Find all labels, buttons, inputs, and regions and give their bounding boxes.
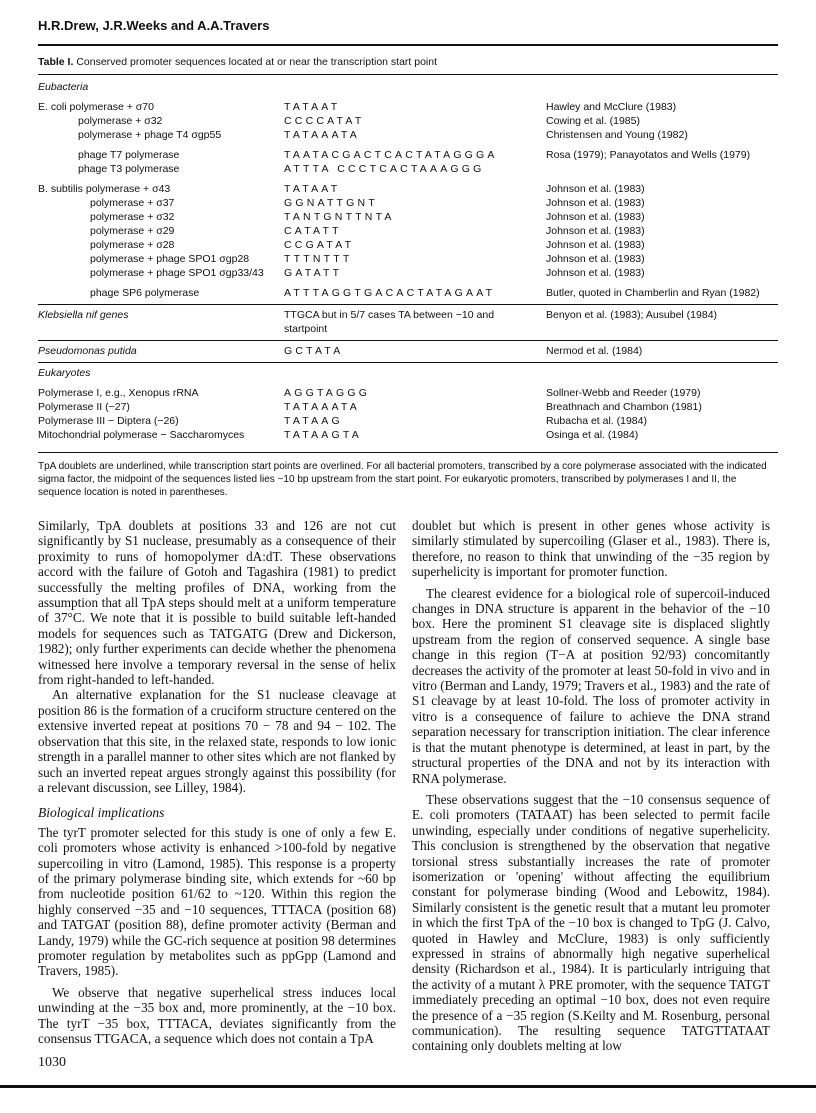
table-row: phage T3 polymerase ATTTA CCCTCACTAAAGGG xyxy=(78,163,485,175)
paragraph: An alternative explanation for the S1 nuclease cleavage at position 86 is the formation of a cruciform structure centered on the extensive inverted repeat at positions 70 − 78 and 94 − 102. The observation that this site, in the relaxed state, responds to low ionic strength in a parallel manner to other sites which are not flanked by such an inverted repeat argues strongly against this possibility (for a relevant discussion, see Lilley, 1984). xyxy=(38,687,396,795)
right-column xyxy=(412,518,770,1054)
table-row: polymerase + phage T4 σgp55 TATAAATA Christensen and Young (1982) xyxy=(78,129,688,141)
paragraph: The tyrT promoter selected for this study is one of only a few E. coli promoters whose activity is enhanced >100-fold by negative supercoiling in vitro (Lamond, 1985). This response is a property of the primary polymerase binding site, which extends for ~60 bp from nucleotide position 61/62 to ~120. Within this region the highly conserved −35 and −10 sequences, TTTACA (position 68) and TATGAT (position 88), define promoter activity (Berman and Landy, 1979) while the GC-rich sequence at position 98 determines promoter regulation by metabolites such as ppGpp (Lamond and Travers, 1985). xyxy=(38,824,396,979)
table-row: Klebsiella nif genes TTGCA but in 5/7 cases TA between −10 and startpoint Benyon et al. (1983); Ausubel (1984) xyxy=(38,309,718,335)
table-divider xyxy=(38,304,778,305)
table-row: polymerase + σ32 TANTGNTTNTA Johnson et al. (1983) xyxy=(90,211,645,223)
table-row: polymerase + σ29 CATATT Johnson et al. (1983) xyxy=(90,225,645,237)
table-row: phage T7 polymerase TAATACGACTCACTATAGGGA Rosa (1979); Panayotatos and Wells (1979) xyxy=(78,149,751,161)
table-row: E. coli polymerase + σ70 TATAAT Hawley and McClure (1983) xyxy=(38,101,677,113)
table-divider xyxy=(38,362,778,363)
paragraph: These observations suggest that the −10 consensus sequence of E. coli promoters (TATAAT) has been selected to permit facile unwinding, especially under conditions of negative superhelicity. This conclusion is strengthened by the observation that negative torsional stress substantially increases the rate of promoter isomerization or 'opening' without affecting the equilibrium constant for polymerase binding (Wood and Lebowitz, 1984). Similarly consistent is the genetic result that a mutant leu promoter in which the first TpA of the −10 box is changed to TpG (J. Calvo, quoted in Hawley and McClure, 1983) is only sufficiently expressed in strains of abnormally high negative superhelical density (Richardson et al., 1984). It is particularly intriguing that the activity of a mutant λ PRE promoter, with the sequence TATGT immediately preceding an optimal −10 box, does not even require the presence of a −35 region (S.Keilty and M. Rosenburg, personal communication). The resulting sequence TATGTTATAAT containing only doublets melting at low xyxy=(412,791,770,1054)
table-caption-text: Conserved promoter sequences located at or near the transcription start point xyxy=(76,56,438,68)
table-row: phage SP6 polymerase ATTTAGGTGACACTATAGAAT Butler, quoted in Chamberlin and Ryan (1982) xyxy=(90,287,760,299)
table-footnote: TpA doublets are underlined, while transcription start points are overlined. For all bacterial promoters, transcribed by a core polymerase associated with the indicated sigma factor, the midpoint of the sequences listed lies ~10 bp upstream from the start point. For eukaryotic promoters, transcribed by polymerases I and II, the sequence location is noted in parentheses. xyxy=(38,461,767,498)
table-caption-label: Table I. xyxy=(38,56,74,68)
table-row: polymerase + σ37 GGNATTGNT Johnson et al. (1983) xyxy=(90,197,645,209)
paragraph: doublet but which is present in other genes whose activity is similarly stimulated by supercoiling (Glaser et al., 1983). There is, therefore, no reason to think that unwinding of the −35 region by superhelicity is important for promoter function. xyxy=(412,518,770,580)
bottom-rule xyxy=(0,1085,816,1088)
paragraph: We observe that negative superhelical stress induces local unwinding at the −35 box and, more prominently, at the −10 box. The tyrT −35 box, TTTACA, deviates significantly from the consensus TTGACA, a sequence which does not contain a TpA xyxy=(38,984,396,1046)
table-row: Polymerase I, e.g., Xenopus rRNA AGGTAGGG Sollner-Webb and Reeder (1979) xyxy=(38,387,701,399)
paragraph: The clearest evidence for a biological role of supercoil-induced changes in DNA structure is apparent in the behavior of the −10 box. Here the prominent S1 cleavage site is displaced slightly upstream from the region of conserved sequence. A single base change in this region (T−A at position 92/93) concomitantly decreases the activity of the promoter at least 50-fold in vivo and in vitro (Berman and Landy, 1979; Travers et al., 1983) and the rate of S1 cleavage by at least 10-fold. The loss of promoter activity in vitro is a consequence of failure to achieve the DNA strand separation necessary for transcription initiation. The clear inference is that the mutant phenotype is determined, at least in part, by the structural properties of the DNA and not by its interaction with RNA polymerase. xyxy=(412,585,770,786)
table-row: polymerase + σ28 CCGATAT Johnson et al. (1983) xyxy=(90,239,645,251)
section-heading: Biological implications xyxy=(38,805,165,821)
section-eubacteria: Eubacteria xyxy=(38,81,89,93)
table-row: polymerase + σ32 CCCCATAT Cowing et al. (1985) xyxy=(78,115,640,127)
left-column xyxy=(38,518,396,1046)
table-top-rule xyxy=(38,74,778,75)
table-row: polymerase + phage SPO1 σgp28 TTTNTTT Johnson et al. (1983) xyxy=(90,253,645,265)
table-row: polymerase + phage SPO1 σgp33/43 GATATT Johnson et al. (1983) xyxy=(90,267,645,279)
header-rule xyxy=(38,44,778,46)
table-row: Mitochondrial polymerase − Saccharomyces TATAAGTA Osinga et al. (1984) xyxy=(38,429,639,441)
table-row: Pseudomonas putida GCTATA Nermod et al. (1984) xyxy=(38,345,643,357)
page-number: 1030 xyxy=(38,1055,66,1070)
table-caption xyxy=(38,56,778,68)
table-row: Polymerase III − Diptera (−26) TATAAG Rubacha et al. (1984) xyxy=(38,415,647,427)
section-eukaryotes: Eukaryotes xyxy=(38,367,91,379)
promoter-table xyxy=(38,80,778,442)
table-bottom-rule xyxy=(38,452,778,453)
table-divider xyxy=(38,340,778,341)
table-row: Polymerase II (−27) TATAAATA Breathnach and Chambon (1981) xyxy=(38,401,702,413)
paragraph: Similarly, TpA doublets at positions 33 and 126 are not cut significantly by S1 nuclease, presumably as a consequence of their proximity to runs of homopolymer dA:dT. These observations accord with the failure of Gotoh and Tagashira (1981) to predict successfully the melting profiles of DNA, working from the assumption that all TpA steps should melt at a uniform temperature of 37°C. We note that it is possible to build suitable left-handed models for sequences such as TATGATG (Drew and Dickerson, 1982); only further experiments can decide whether the phenomena witnessed here involve a temporary reversal in the sense of helix from right-handed to left-handed. xyxy=(38,518,396,688)
running-header: H.R.Drew, J.R.Weeks and A.A.Travers xyxy=(38,18,270,33)
table-row: B. subtilis polymerase + σ43 TATAAT Johnson et al. (1983) xyxy=(38,183,645,195)
